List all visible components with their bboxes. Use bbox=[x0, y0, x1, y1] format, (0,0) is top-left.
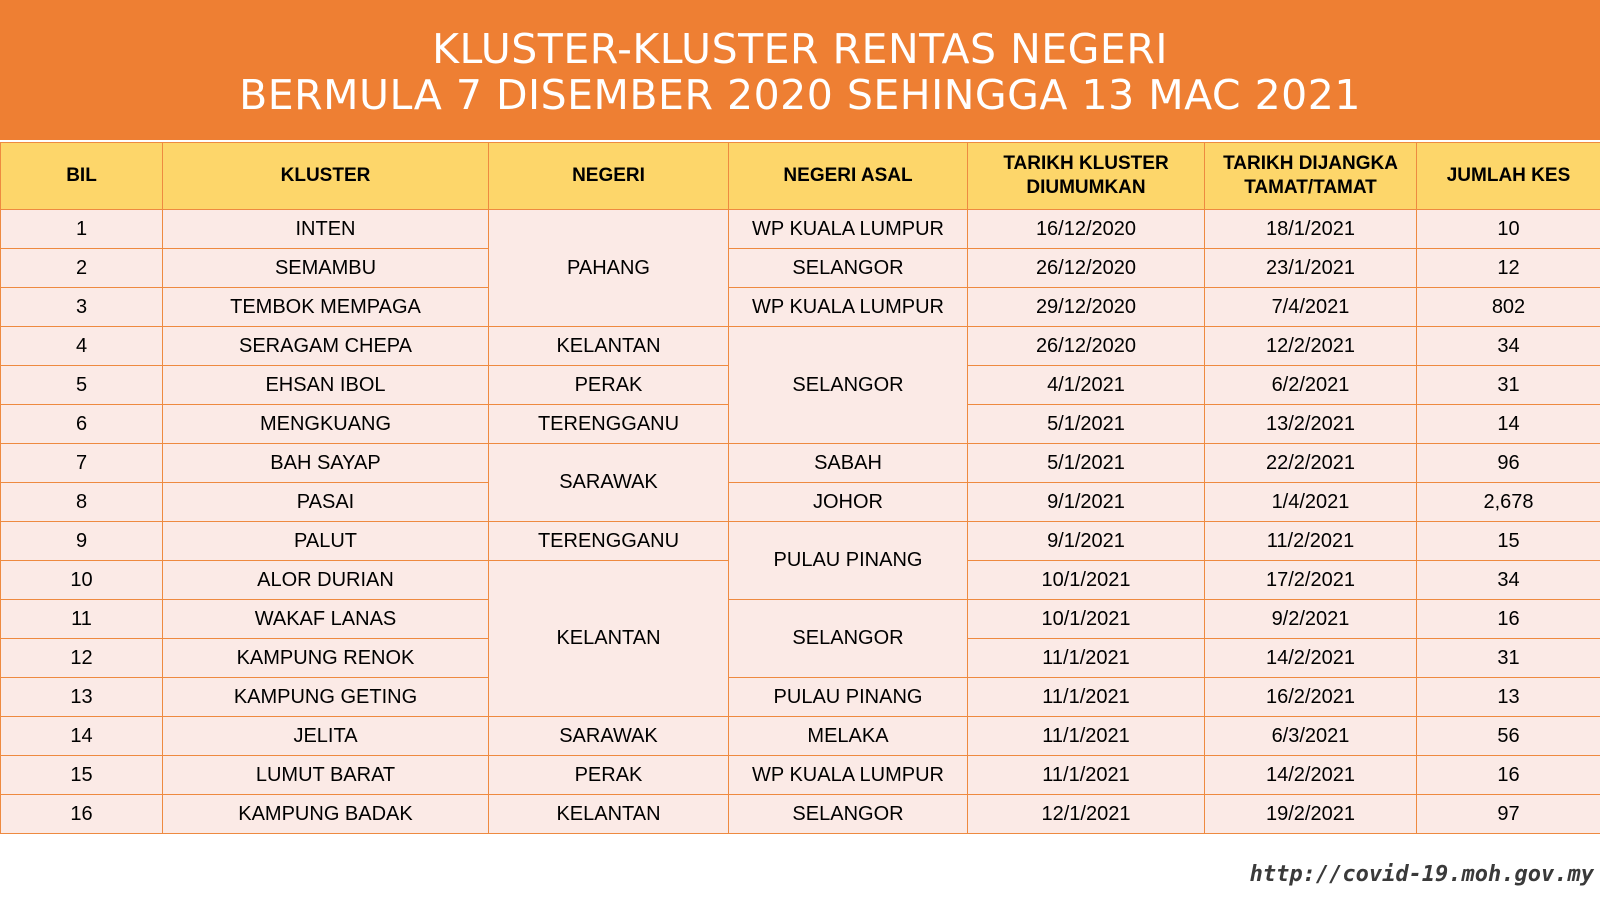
cell-jumlah: 34 bbox=[1417, 327, 1600, 366]
cell-negeri-asal: SELANGOR bbox=[729, 795, 968, 834]
cell-negeri-asal: SELANGOR bbox=[729, 327, 968, 444]
cell-jumlah: 802 bbox=[1417, 288, 1600, 327]
header-tarikh-tamat-line2: TAMAT/TAMAT bbox=[1244, 177, 1377, 198]
cell-jumlah: 34 bbox=[1417, 561, 1600, 600]
table-row bbox=[1, 756, 1600, 795]
cell-kluster: SEMAMBU bbox=[163, 249, 489, 288]
cell-bil: 7 bbox=[1, 444, 163, 483]
cell-jumlah: 12 bbox=[1417, 249, 1600, 288]
cell-negeri-asal: WP KUALA LUMPUR bbox=[729, 288, 968, 327]
cell-tamat: 14/2/2021 bbox=[1205, 756, 1417, 795]
cell-diumumkan: 5/1/2021 bbox=[968, 444, 1205, 483]
cell-diumumkan: 26/12/2020 bbox=[968, 327, 1205, 366]
cell-jumlah: 15 bbox=[1417, 522, 1600, 561]
cell-negeri-asal: MELAKA bbox=[729, 717, 968, 756]
cell-bil: 11 bbox=[1, 600, 163, 639]
header-tarikh-diumumkan-line2: DIUMUMKAN bbox=[1026, 177, 1146, 198]
cell-negeri-asal: PULAU PINANG bbox=[729, 522, 968, 600]
cell-diumumkan: 12/1/2021 bbox=[968, 795, 1205, 834]
cell-tamat: 1/4/2021 bbox=[1205, 483, 1417, 522]
cell-jumlah: 14 bbox=[1417, 405, 1600, 444]
cell-kluster: KAMPUNG GETING bbox=[163, 678, 489, 717]
cell-negeri: KELANTAN bbox=[489, 795, 729, 834]
cell-jumlah: 31 bbox=[1417, 366, 1600, 405]
table-row bbox=[1, 444, 1600, 483]
cell-kluster: SERAGAM CHEPA bbox=[163, 327, 489, 366]
cell-bil: 13 bbox=[1, 678, 163, 717]
cell-kluster: KAMPUNG RENOK bbox=[163, 639, 489, 678]
cell-negeri: KELANTAN bbox=[489, 327, 729, 366]
title-line-1: KLUSTER-KLUSTER RENTAS NEGERI bbox=[432, 25, 1168, 73]
cell-kluster: KAMPUNG BADAK bbox=[163, 795, 489, 834]
cell-bil: 15 bbox=[1, 756, 163, 795]
table-header-row bbox=[1, 143, 1600, 210]
cell-bil: 5 bbox=[1, 366, 163, 405]
cell-bil: 10 bbox=[1, 561, 163, 600]
cell-bil: 12 bbox=[1, 639, 163, 678]
table-row bbox=[1, 288, 1600, 327]
cell-diumumkan: 5/1/2021 bbox=[968, 405, 1205, 444]
cell-kluster: ALOR DURIAN bbox=[163, 561, 489, 600]
cell-bil: 6 bbox=[1, 405, 163, 444]
header-negeri-asal: NEGERI ASAL bbox=[729, 143, 968, 210]
title-banner bbox=[0, 0, 1600, 140]
cell-negeri: TERENGGANU bbox=[489, 405, 729, 444]
cell-bil: 8 bbox=[1, 483, 163, 522]
cell-jumlah: 10 bbox=[1417, 210, 1600, 249]
table-row bbox=[1, 483, 1600, 522]
cell-bil: 9 bbox=[1, 522, 163, 561]
cell-negeri-asal: WP KUALA LUMPUR bbox=[729, 756, 968, 795]
cell-diumumkan: 11/1/2021 bbox=[968, 678, 1205, 717]
cell-tamat: 23/1/2021 bbox=[1205, 249, 1417, 288]
cell-bil: 2 bbox=[1, 249, 163, 288]
table-row bbox=[1, 717, 1600, 756]
cell-tamat: 19/2/2021 bbox=[1205, 795, 1417, 834]
cell-bil: 4 bbox=[1, 327, 163, 366]
cell-diumumkan: 10/1/2021 bbox=[968, 600, 1205, 639]
cell-jumlah: 96 bbox=[1417, 444, 1600, 483]
cell-diumumkan: 16/12/2020 bbox=[968, 210, 1205, 249]
cell-negeri: KELANTAN bbox=[489, 561, 729, 717]
cell-tamat: 11/2/2021 bbox=[1205, 522, 1417, 561]
header-tarikh-diumumkan bbox=[968, 143, 1205, 210]
cell-negeri: PERAK bbox=[489, 366, 729, 405]
source-url: http://covid-19.moh.gov.my bbox=[1249, 862, 1594, 887]
cell-negeri: PERAK bbox=[489, 756, 729, 795]
cell-jumlah: 16 bbox=[1417, 600, 1600, 639]
cell-jumlah: 56 bbox=[1417, 717, 1600, 756]
cell-tamat: 17/2/2021 bbox=[1205, 561, 1417, 600]
header-tarikh-tamat-line1: TARIKH DIJANGKA bbox=[1223, 153, 1398, 174]
cell-tamat: 18/1/2021 bbox=[1205, 210, 1417, 249]
cell-kluster: EHSAN IBOL bbox=[163, 366, 489, 405]
cell-tamat: 22/2/2021 bbox=[1205, 444, 1417, 483]
cell-bil: 16 bbox=[1, 795, 163, 834]
cell-kluster: INTEN bbox=[163, 210, 489, 249]
cell-diumumkan: 10/1/2021 bbox=[968, 561, 1205, 600]
cell-jumlah: 2,678 bbox=[1417, 483, 1600, 522]
cluster-table bbox=[0, 142, 1600, 834]
cell-jumlah: 31 bbox=[1417, 639, 1600, 678]
cell-negeri: SARAWAK bbox=[489, 444, 729, 522]
cell-diumumkan: 4/1/2021 bbox=[968, 366, 1205, 405]
cell-kluster: PALUT bbox=[163, 522, 489, 561]
cell-bil: 1 bbox=[1, 210, 163, 249]
cell-bil: 14 bbox=[1, 717, 163, 756]
header-tarikh-tamat bbox=[1205, 143, 1417, 210]
cell-tamat: 14/2/2021 bbox=[1205, 639, 1417, 678]
cell-kluster: MENGKUANG bbox=[163, 405, 489, 444]
cell-kluster: TEMBOK MEMPAGA bbox=[163, 288, 489, 327]
header-bil: BIL bbox=[1, 143, 163, 210]
table-row bbox=[1, 249, 1600, 288]
cell-tamat: 13/2/2021 bbox=[1205, 405, 1417, 444]
table-row bbox=[1, 522, 1600, 561]
cell-tamat: 6/3/2021 bbox=[1205, 717, 1417, 756]
table-row bbox=[1, 327, 1600, 366]
cell-diumumkan: 9/1/2021 bbox=[968, 483, 1205, 522]
cell-negeri-asal: SABAH bbox=[729, 444, 968, 483]
table-row bbox=[1, 210, 1600, 249]
cell-negeri-asal: WP KUALA LUMPUR bbox=[729, 210, 968, 249]
cell-bil: 3 bbox=[1, 288, 163, 327]
cell-negeri-asal: PULAU PINANG bbox=[729, 678, 968, 717]
cell-negeri-asal: SELANGOR bbox=[729, 600, 968, 678]
cell-kluster: WAKAF LANAS bbox=[163, 600, 489, 639]
cell-kluster: BAH SAYAP bbox=[163, 444, 489, 483]
cell-diumumkan: 11/1/2021 bbox=[968, 756, 1205, 795]
cell-negeri: SARAWAK bbox=[489, 717, 729, 756]
cell-tamat: 16/2/2021 bbox=[1205, 678, 1417, 717]
table-row bbox=[1, 600, 1600, 639]
cell-jumlah: 97 bbox=[1417, 795, 1600, 834]
cell-diumumkan: 29/12/2020 bbox=[968, 288, 1205, 327]
table-row bbox=[1, 678, 1600, 717]
cell-diumumkan: 26/12/2020 bbox=[968, 249, 1205, 288]
cell-negeri: PAHANG bbox=[489, 210, 729, 327]
header-tarikh-diumumkan-line1: TARIKH KLUSTER bbox=[1003, 153, 1169, 174]
cell-tamat: 7/4/2021 bbox=[1205, 288, 1417, 327]
title-line-2: BERMULA 7 DISEMBER 2020 SEHINGGA 13 MAC 2021 bbox=[239, 71, 1361, 119]
cell-negeri: TERENGGANU bbox=[489, 522, 729, 561]
cell-tamat: 9/2/2021 bbox=[1205, 600, 1417, 639]
header-kluster: KLUSTER bbox=[163, 143, 489, 210]
cell-tamat: 12/2/2021 bbox=[1205, 327, 1417, 366]
table-row bbox=[1, 795, 1600, 834]
cell-jumlah: 16 bbox=[1417, 756, 1600, 795]
header-negeri: NEGERI bbox=[489, 143, 729, 210]
cell-tamat: 6/2/2021 bbox=[1205, 366, 1417, 405]
cell-diumumkan: 11/1/2021 bbox=[968, 639, 1205, 678]
cell-negeri-asal: SELANGOR bbox=[729, 249, 968, 288]
cell-kluster: PASAI bbox=[163, 483, 489, 522]
cell-diumumkan: 9/1/2021 bbox=[968, 522, 1205, 561]
cell-jumlah: 13 bbox=[1417, 678, 1600, 717]
cell-diumumkan: 11/1/2021 bbox=[968, 717, 1205, 756]
cell-kluster: JELITA bbox=[163, 717, 489, 756]
cell-negeri-asal: JOHOR bbox=[729, 483, 968, 522]
header-jumlah-kes: JUMLAH KES bbox=[1417, 143, 1600, 210]
cell-kluster: LUMUT BARAT bbox=[163, 756, 489, 795]
